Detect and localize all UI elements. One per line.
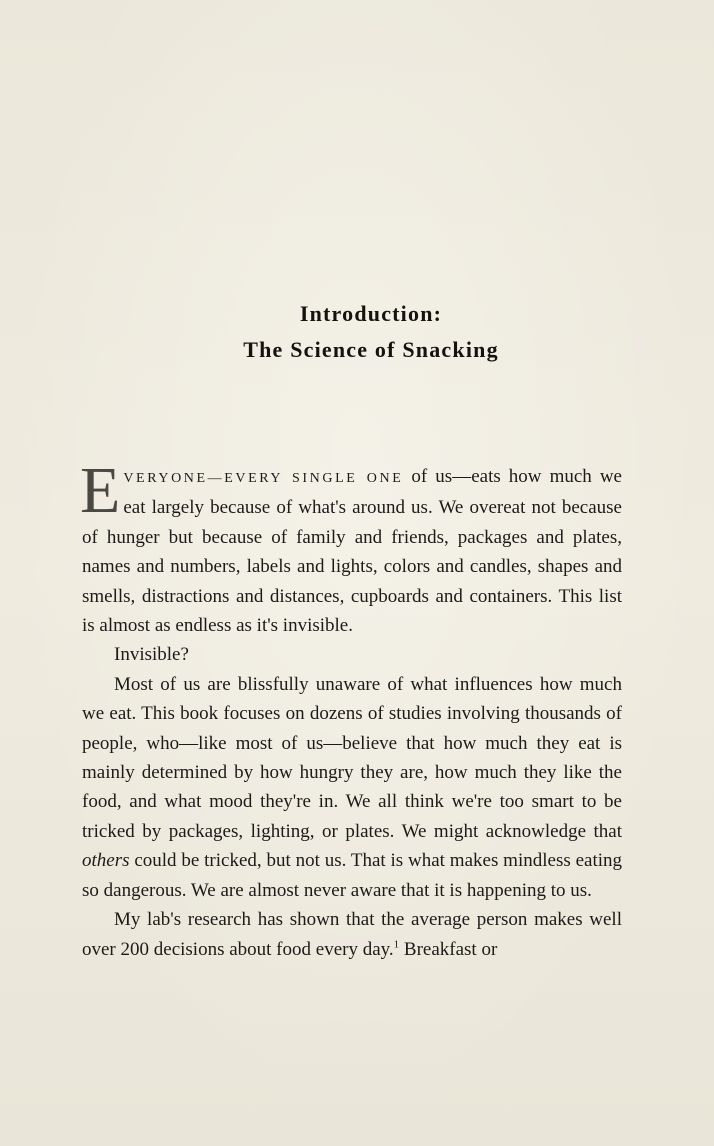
decisions-text-a: My lab's research has shown that the average person makes well over 200 decisions about food every day. [82,909,622,960]
footnote-marker: 1 [393,938,400,951]
drop-cap: E [80,454,121,527]
paragraph-invisible [82,640,622,669]
chapter-heading-line-2: The Science of Snacking [243,337,499,362]
paragraph-decisions [82,905,622,964]
chapter-heading-line-1: Introduction: [299,301,443,326]
unaware-text-a: Most of us are blissfully unaware of what influences how much we eat. This book focuses on dozens of studies involving thousands of people, who—like most of us—believe that how much they eat is mainly determined by how hungry they are, how much they like the food, and what mood they're in. We all think we're too smart to be tricked by packages, lighting, or plates. We might acknowledge that [82,673,622,842]
decisions-text-b: Breakfast or [399,938,498,960]
body-text [80,454,622,964]
chapter-heading [0,296,714,368]
paragraph-opening [80,454,622,640]
paragraph-unaware [82,670,622,905]
others-italic: others [82,850,130,872]
reverse-page-bleed-through [108,90,628,322]
opening-small-caps: VERYONE—EVERY SINGLE ONE [123,471,404,486]
opening-text: of us—eats how much we eat largely because of what's around us. We overeat not because of hunger but because of family and friends, packages and plates, names and numbers, labels and lights, colors and candles, shapes and smells, distractions and distances, cupboards and containers. This list is almost as endless as it's invisible. [82,466,622,637]
unaware-text-b: could be tricked, but not us. That is what makes mindless eating so dangerous. We are almost never aware that it is happening to us. [82,850,622,901]
invisible-question: Invisible? [114,644,189,666]
